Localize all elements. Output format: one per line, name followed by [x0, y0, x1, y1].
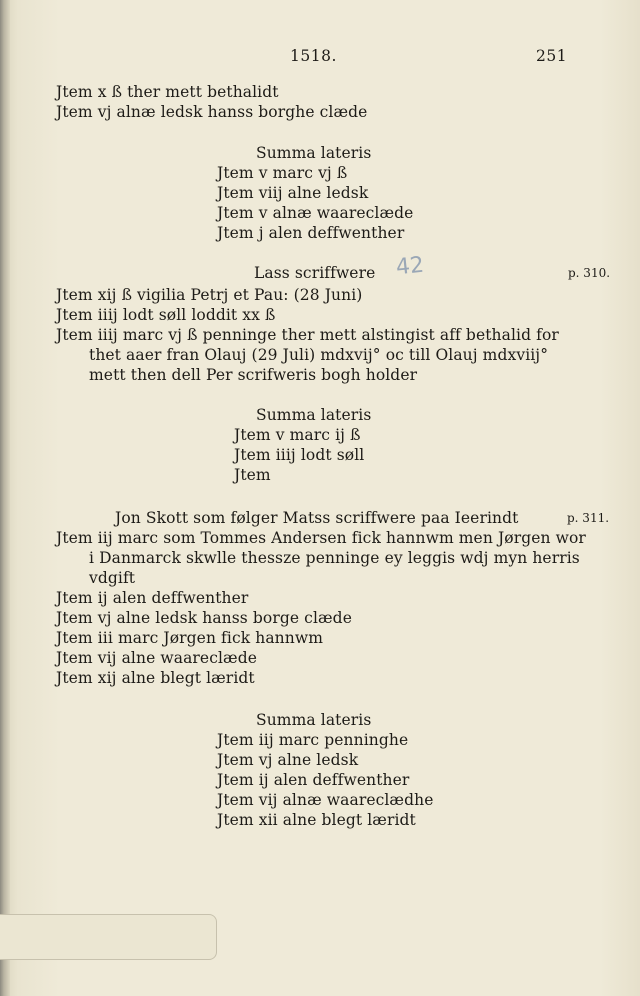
summa-line: Jtem vj alne ledsk: [217, 751, 359, 769]
entry-line: vdgift: [89, 569, 136, 587]
pencil-annotation: 42: [394, 252, 426, 281]
summa-line: Jtem j alen deffwenther: [217, 224, 405, 242]
summa-line: Jtem ij alen deffwenther: [217, 771, 410, 789]
entry-line: Jtem vj alnæ ledsk hanss borghe clæde: [56, 103, 368, 121]
summa-line: Jtem v marc vj ß: [217, 164, 348, 182]
summa-line: Jtem viij alne ledsk: [217, 184, 369, 202]
section-heading: Jon Skott som følger Matss scriffwere paa Ieerindt: [115, 509, 519, 527]
margin-page-reference: p. 310.: [568, 266, 611, 280]
summa-line: Jtem v alnæ waareclæde: [217, 204, 414, 222]
entry-line: i Danmarck skwlle thessze penninge ey leggis wdj myn herris: [89, 549, 580, 567]
entry-line: Jtem ij alen deffwenther: [56, 589, 249, 607]
entry-line: thet aaer fran Olauj (29 Juli) mdxvij° oc till Olauj mdxviij°: [89, 346, 549, 364]
entry-line: Jtem iiij lodt søll loddit xx ß: [56, 306, 276, 324]
page-tab-marker: [0, 914, 217, 960]
book-spine-shadow: [0, 0, 10, 996]
header-year: 1518.: [290, 47, 337, 65]
summa-title: Summa lateris: [256, 406, 372, 424]
margin-page-reference: p. 311.: [567, 511, 610, 525]
summa-line: Jtem: [234, 466, 271, 484]
entry-line: Jtem iii marc Jørgen fick hannwm: [56, 629, 324, 647]
entry-line: Jtem xij alne blegt læridt: [56, 669, 255, 687]
entry-line: Jtem xij ß vigilia Petrj et Pau: (28 Juni): [56, 286, 363, 304]
summa-title: Summa lateris: [256, 144, 372, 162]
header-page-number: 251: [536, 47, 568, 65]
entry-line: Jtem vij alne waareclæde: [56, 649, 258, 667]
summa-line: Jtem iiij lodt søll: [234, 446, 365, 464]
entry-line: Jtem iij marc som Tommes Andersen fick hannwm men Jørgen wor: [56, 529, 586, 547]
section-heading: Lass scriffwere: [254, 264, 376, 282]
summa-line: Jtem vij alnæ waareclædhe: [217, 791, 434, 809]
entry-line: Jtem vj alne ledsk hanss borge clæde: [56, 609, 352, 627]
summa-line: Jtem xii alne blegt læridt: [217, 811, 416, 829]
summa-title: Summa lateris: [256, 711, 372, 729]
summa-line: Jtem v marc ij ß: [234, 426, 361, 444]
entry-line: mett then dell Per scrifweris bogh holder: [89, 366, 418, 384]
entry-line: Jtem iiij marc vj ß penninge ther mett alstingist aff bethalid for: [56, 326, 559, 344]
entry-line: Jtem x ß ther mett bethalidt: [56, 83, 279, 101]
summa-line: Jtem iij marc penninghe: [217, 731, 409, 749]
